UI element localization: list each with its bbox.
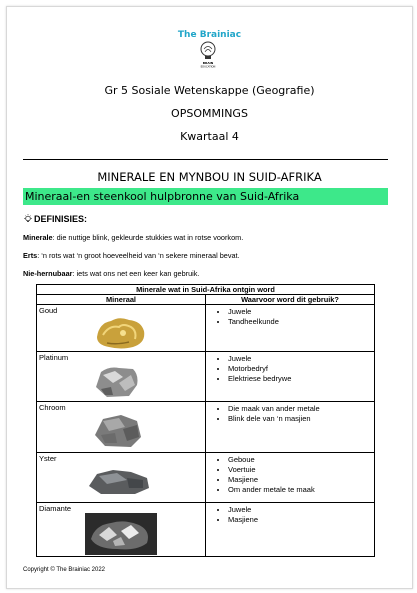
definition-term: Nie-hernubaar [23, 269, 73, 278]
list-item: • Die maak van ander metale [228, 404, 374, 414]
list-item: • Tandheelkunde [228, 317, 374, 327]
term-label: Kwartaal 4 [180, 130, 239, 143]
uses-cell [206, 402, 375, 453]
list-item: • Voertuie [228, 465, 374, 475]
definition-term: Minerale [23, 233, 53, 242]
svg-text:EDUCATION: EDUCATION [200, 65, 216, 69]
mineral-cell [37, 503, 206, 557]
divider [23, 159, 388, 160]
definition-text: : iets wat ons net een keer kan gebruik. [72, 269, 200, 278]
table-caption: Minerale wat in Suid-Afrika ontgin word [37, 285, 375, 295]
list-item: • Blink dele van ‘n masjien [228, 414, 374, 424]
mineral-cell [37, 352, 206, 402]
list-item: • Elektriese bedrywe [228, 374, 374, 384]
uses-cell [206, 305, 375, 352]
mineral-cell [37, 305, 206, 352]
uses-list [206, 402, 374, 424]
chrome-ore-icon [93, 413, 143, 449]
mineral-name: Chroom [39, 403, 66, 412]
column-header-mineral: Mineraal [37, 295, 206, 305]
document-title: Gr 5 Sosiale Wetenskappe (Geografie) [104, 84, 315, 97]
definitions-heading [23, 214, 87, 224]
mineral-cell [37, 453, 206, 503]
lightbulb-logo-icon [196, 40, 220, 70]
document-subtitle: OPSOMMINGS [171, 107, 248, 120]
uses-list [206, 503, 374, 525]
list-item: • Masjiene [228, 475, 374, 485]
diamond-rock-icon [85, 513, 157, 555]
svg-text:BRAIN: BRAIN [202, 61, 214, 65]
definition-term: Erts [23, 251, 38, 260]
minerals-table [36, 284, 375, 557]
list-item: • Om ander metale te maak [228, 485, 374, 495]
copyright-footer: Copyright © The Brainiac 2022 [23, 567, 106, 573]
table-row [37, 352, 375, 402]
uses-list [206, 305, 374, 327]
mineral-name: Goud [39, 306, 58, 315]
uses-cell [206, 503, 375, 557]
table-row [37, 453, 375, 503]
list-item: • Juwele [228, 354, 374, 364]
definition-nie-hernubaar [23, 269, 199, 278]
definitions-heading-text: DEFINISIES: [34, 214, 88, 224]
mineral-name: Yster [39, 454, 57, 463]
uses-list [206, 453, 374, 495]
definition-minerale [23, 233, 243, 242]
worksheet-page [6, 6, 413, 589]
uses-cell [206, 453, 375, 503]
mineral-name: Diamante [39, 504, 72, 513]
list-item: • Motorbedryf [228, 364, 374, 374]
brand-name: The Brainiac [177, 30, 242, 40]
definition-erts [23, 251, 240, 260]
definition-text: : die nuttige blink, gekleurde stukkies wat in rotse voorkom. [52, 233, 244, 242]
uses-list [206, 352, 374, 384]
iron-ore-icon [87, 466, 151, 496]
list-item: • Geboue [228, 455, 374, 465]
section-heading: MINERALE EN MYNBOU IN SUID-AFRIKA [97, 170, 322, 184]
table-row [37, 402, 375, 453]
mineral-cell [37, 402, 206, 453]
lightbulb-icon [23, 214, 33, 224]
list-item: • Juwele [228, 505, 374, 515]
uses-cell [206, 352, 375, 402]
table-row [37, 503, 375, 557]
column-header-uses: Waarvoor word dit gebruik? [206, 295, 375, 305]
table-row [37, 305, 375, 352]
list-item: • Masjiene [228, 515, 374, 525]
topic-banner: Mineraal-en steenkool hulpbronne van Suid-Afrika [23, 188, 388, 205]
mineral-name: Platinum [39, 353, 69, 362]
definition-text: : ‘n rots wat ‘n groot hoeveelheid van ‘n sekere mineraal bevat. [37, 251, 240, 260]
gold-nugget-icon [93, 315, 147, 351]
platinum-ore-icon [93, 363, 141, 399]
list-item: • Juwele [228, 307, 374, 317]
